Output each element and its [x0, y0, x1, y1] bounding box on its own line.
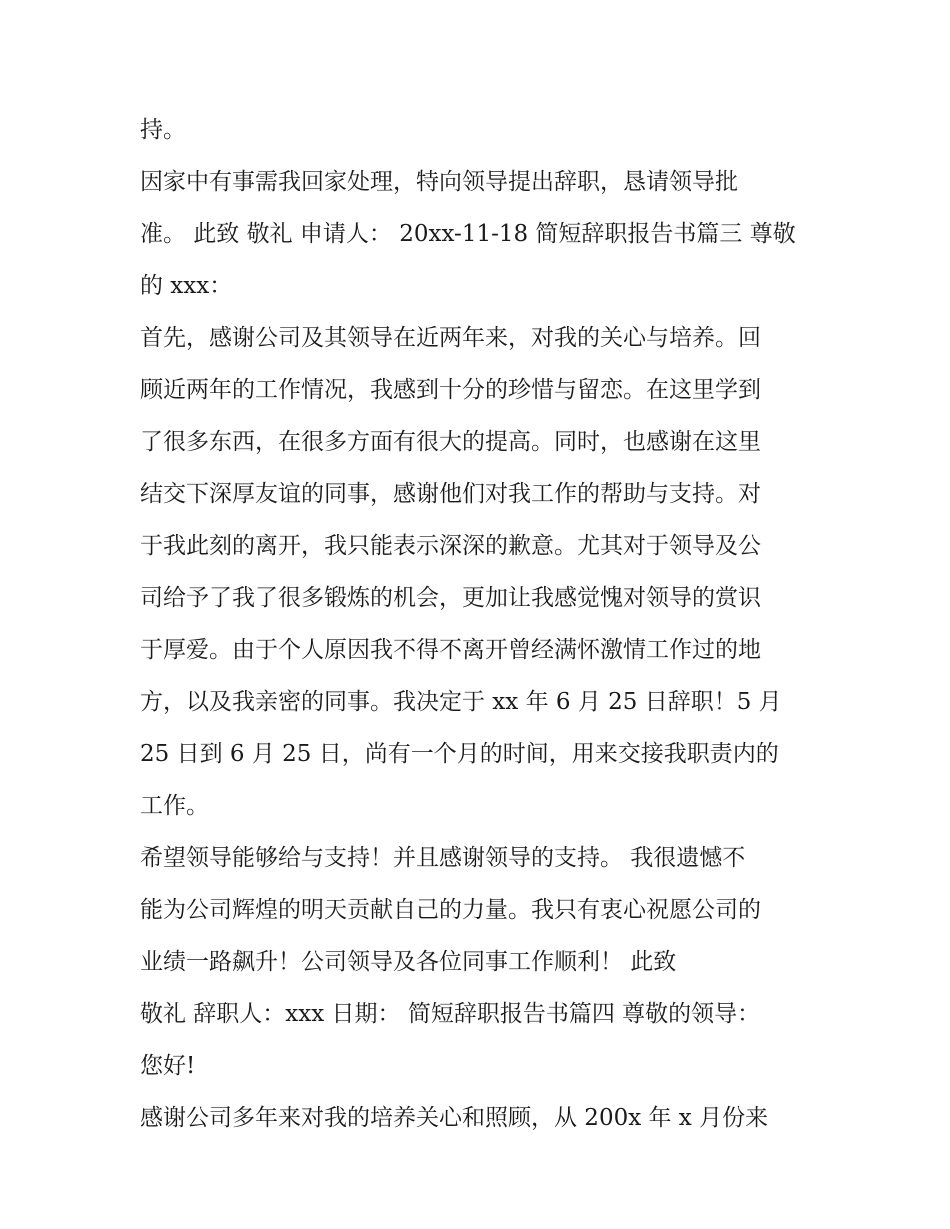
document-body	[140, 104, 830, 1144]
text-line: 希望领导能够给与支持！并且感谢领导的支持。 我很遗憾不	[140, 845, 746, 871]
text-line: 司给予了我了很多锻炼的机会，更加让我感觉愧对领导的赏识	[140, 585, 761, 611]
text-line: 敬礼 辞职人：xxx 日期： 简短辞职报告书篇四 尊敬的领导：	[140, 1001, 761, 1027]
text-line: 您好!	[140, 1053, 196, 1079]
text-line: 结交下深厚友谊的同事，感谢他们对我工作的帮助与支持。对	[140, 481, 761, 507]
text-line: 于厚爱。由于个人原因我不得不离开曾经满怀激情工作过的地	[140, 637, 761, 663]
text-line: 能为公司辉煌的明天贡献自己的力量。我只有衷心祝愿公司的	[140, 897, 761, 923]
text-line: 的 xxx：	[140, 273, 233, 299]
text-line: 方，以及我亲密的同事。我决定于 xx 年 6 月 25 日辞职！5 月	[140, 689, 782, 715]
text-line: 业绩一路飙升！公司领导及各位同事工作顺利！ 此致	[140, 949, 677, 975]
text-line: 顾近两年的工作情况，我感到十分的珍惜与留恋。在这里学到	[140, 377, 761, 403]
text-line: 了很多东西，在很多方面有很大的提高。同时，也感谢在这里	[140, 429, 761, 455]
text-line: 感谢公司多年来对我的培养关心和照顾，从 200x 年 x 月份来	[140, 1105, 769, 1131]
text-line: 因家中有事需我回家处理，特向领导提出辞职，恳请领导批	[140, 169, 738, 195]
text-line: 25 日到 6 月 25 日，尚有一个月的时间，用来交接我职责内的	[140, 741, 779, 767]
text-line: 首先，感谢公司及其领导在近两年来，对我的关心与培养。回	[140, 325, 761, 351]
text-line: 于我此刻的离开，我只能表示深深的歉意。尤其对于领导及公	[140, 533, 761, 559]
text-line: 准。 此致 敬礼 申请人： 20xx-11-18 简短辞职报告书篇三 尊敬	[140, 221, 796, 247]
text-line: 持。	[140, 117, 186, 143]
text-line: 工作。	[140, 793, 209, 819]
